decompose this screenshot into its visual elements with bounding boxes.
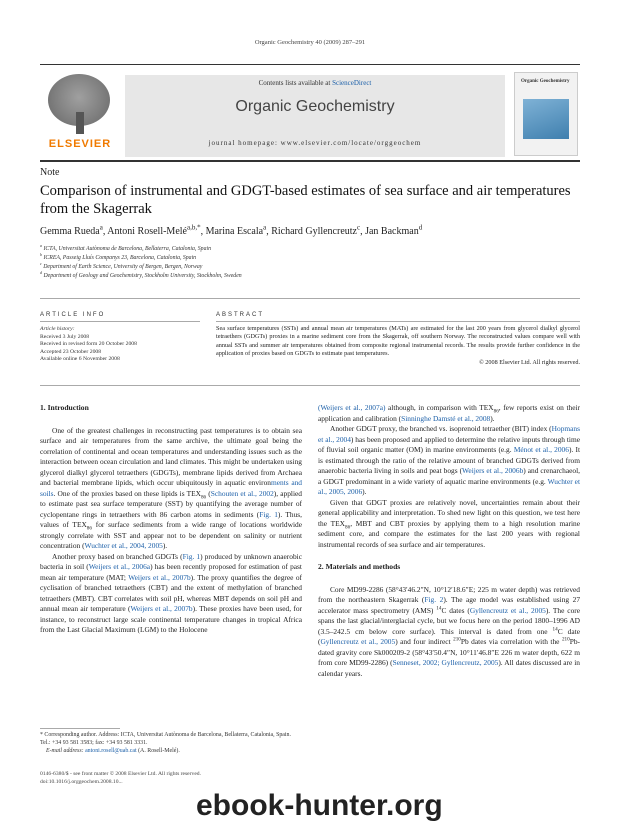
contents-line: Contents lists available at ScienceDirect (258, 79, 372, 87)
elsevier-logo (40, 72, 120, 152)
reference-link[interactable]: ments and soils (40, 478, 302, 498)
reference-link[interactable]: Senneset, 2002; Gyllencreutz, 2005 (392, 658, 499, 667)
paragraph: (Weijers et al., 2007a) although, in comparison with $TEX_{86}$, few reports exist on their application and calibration (Sinninghe Damsté et al., 2008). (318, 403, 580, 423)
paragraph: Given that GDGT proxies are relatively novel, uncertainties remain about their general applicability and interpretation. To shed new light on this question, we test here the $TEX_{86}$, MBT and CBT proxies by applying them to a high resolution marine sediment core, and compare the estimates for the last 200 years with regional instrumental records of sea surface and air temperatures. (318, 497, 580, 549)
paragraph: One of the greatest challenges in reconstructing past temperatures is to obtain sea surface and air temperatures from the same archive, the ultimate goal being the correlation of continental and ocean temperatures and understanding issues such as the interaction between ocean circulation and land climates. This might be undertaken using glycerol dialkyl glycerol tetraethers (GDGTs), membrane lipids derived from Archaea and bacterial membrane lipids, which occur ubiquitously in aquatic environments and soils. One of the proxies based on these lipids is $TEX_{86}$ (Schouten et al., 2002), applied to estimate past sea surface temperature (SST) by quantifying the average number of cyclopentane rings in tetraethers with 86 carbon atoms in sediments (Fig. 1). Thus, values of $TEX_{86}$ for surface sediments from a wide range of locations worldwide strongly correlate with SST and appear not to be dependent on salinity or nutrient concentration (Wuchter et al., 2004, 2005). (40, 425, 303, 550)
journal-cover (514, 72, 578, 156)
section-heading: 2. Materials and methods (318, 562, 401, 571)
affiliation: $^b$ ICREA, Passeig Lluís Companys 23, Barcelona, Catalonia, Spain (40, 252, 197, 261)
affiliation: $^c$ Department of Earth Science, University of Bergen, Bergen, Norway (40, 261, 203, 270)
section-heading: 1. Introduction (40, 403, 89, 412)
author: Richard Gyllencreutz (271, 226, 357, 237)
reference-link[interactable]: Weijers et al., 2006b (462, 466, 524, 475)
cover-title: Organic Geochemistry (521, 79, 570, 84)
affiliations (40, 245, 580, 281)
journal-name: Organic Geochemistry (235, 98, 395, 115)
author-list: Gemma Rueda$^a$, Antoni Rosell-Melé$^{a,b,*}$, Marina Escala$^a$, Richard Gyllencreutz$^c$, Jan Backman$^d$ (40, 223, 423, 237)
reference-link[interactable]: Ménot et al., 2006 (513, 445, 569, 454)
watermark: ebook-hunter.org (196, 789, 443, 822)
info-rule (40, 298, 580, 299)
running-head: Organic Geochemistry 40 (2009) 287–291 (254, 39, 366, 46)
header-rule (40, 160, 580, 162)
author: Gemma Rueda (40, 226, 100, 237)
article-info-heading: ARTICLE INFO (40, 312, 106, 318)
copyright: © 2008 Elsevier Ltd. All rights reserved. (479, 358, 580, 366)
footnote: * Corresponding author. Address: ICTA, Universitat Autònoma de Barcelona, Bellaterra, Catalonia, Spain. Tel.: +34 93 581 3583; fax: +34 93 581 3331. E-mail address: antoni.rosell@uab.cat (A. Rosell-Melé). (40, 732, 291, 754)
top-rule (40, 64, 580, 65)
email-link[interactable]: antoni.rosell@uab.cat (85, 748, 137, 754)
reference-link[interactable]: Hopmans et al., 2004 (318, 424, 580, 444)
article-type: Note (40, 167, 60, 178)
cover-image (523, 99, 569, 139)
reference-link[interactable]: Weijers et al., 2006a (88, 562, 151, 571)
figure-link[interactable]: Fig. 2 (424, 595, 444, 604)
left-column (40, 403, 302, 636)
journal-homepage[interactable]: journal homepage: www.elsevier.com/locate/orggeochem (208, 139, 422, 147)
sciencedirect-link[interactable]: ScienceDirect (332, 79, 372, 87)
reference-link[interactable]: Weijers et al., 2007b (130, 604, 193, 613)
reference-link[interactable]: Wuchter et al., 2004, 2005 (84, 541, 163, 550)
paragraph: Core MD99-2286 (58°43′46.2″N, 10°12′18.6″E; 225 m water depth) was retrieved from the northeastern Skagerrak (Fig. 2). The age model was established using 27 accelerator mass spectrometry (AMS) $^{14}$C dates (Gyllencreutz et al., 2005). The core spans the last glacial/interglacial cycle, but we focus here on the period 1800–1996 AD (3.5–242.5 cm below core surface). This interval is dated from one $^{14}$C date (Gyllencreutz et al., 2005) and four indirect $^{210}$Pb dates via correlation with the $^{210}$Pb-dated gravity core Sk000209-2 (58°43′50.4″N, 10°11′46.8″E 226 m water depth, 622 m from core MD99-2286) (Senneset, 2002; Gyllencreutz, 2005). All dates discussed are in calendar years. (318, 584, 581, 678)
author: Marina Escala (205, 226, 264, 237)
reference-link[interactable]: Sinninghe Damsté et al., 2008 (401, 413, 491, 423)
abstract-text: Sea surface temperatures (SSTs) and annual mean air temperatures (MATs) are estimated for the last 200 years from glycerol dialkyl glycerol tetraethers (GDGTs) proxies in a marine sediment core from the Skagerrak, off southern Norway. The reconstructed values compare well with annual SSTs and summer air temperatures obtained from composite regional instrumental records. The results provide further confidence in the application of proxies based on GDGTs to estimate past temperatures. © 2008 Elsevier Ltd. All rights reserved. (216, 325, 580, 366)
article-title: Comparison of instrumental and GDGT-based estimates of sea surface and air temperatures from the Skagerrak (40, 183, 571, 217)
body-rule (40, 385, 580, 386)
author: Antoni Rosell-Melé (107, 226, 187, 237)
abstract-heading: ABSTRACT (216, 312, 265, 318)
figure-link[interactable]: Fig. 1 (259, 509, 278, 519)
reference-link[interactable]: Schouten et al., 2002 (210, 488, 274, 498)
reference-link[interactable]: Gyllencreutz et al., 2005 (320, 637, 396, 646)
reference-link[interactable]: Wuchter et al., 2005, 2006 (318, 476, 581, 496)
reference-link[interactable]: (Weijers et al., 2007a) (318, 403, 386, 412)
reference-link[interactable]: Gyllencreutz et al., 2005 (469, 605, 546, 615)
paragraph: Another GDGT proxy, the branched vs. isoprenoid tetraether (BIT) index (Hopmans et al., 2004) has been proposed and applied to determine the relative inputs through time of fluvial soil organic matter (OM) in marine environments (e.g. Ménot et al., 2006). It is estimated through the ratio of the relative amount of branched GDGTs derived from anaerobic bacteria living in soils and peat bogs (Weijers et al., 2006b) and crenarchaeol, a GDGT predominant in a wide variety of aquatic marine environments (e.g. Wuchter et al., 2005, 2006). (318, 424, 581, 496)
elsevier-wordmark: ELSEVIER (48, 138, 112, 150)
paragraph: Another proxy based on branched GDGTs (Fig. 1) produced by unknown anaerobic bacteria in soil (Weijers et al., 2006a) has been recently proposed for estimation of past mean air temperature (MAT; Weijers et al., 2007b). The proxy quantifies the degree of cyclisation of branched tetraethers (CBT) and the extent of methylation of branched tetraethers (MBT). CBT correlates with soil pH, whereas MBT depends on soil pH and annual mean air temperature (Weijers et al., 2007b). These proxies have been used, for instance, to reconstruct large scale continental temperature changes in tropical Africa from the Last Glacial Maximum (LGM) to the Holocene (40, 551, 302, 634)
figure-link[interactable]: Fig. 1 (182, 551, 201, 561)
affiliation: $^a$ ICTA, Universitat Autònoma de Barcelona, Bellaterra, Catalonia, Spain (40, 243, 211, 252)
issn-doi: 0146-6380/$ - see front matter © 2008 Elsevier Ltd. All rights reserved. doi:10.1016/j.orggeochem.2008.10... (40, 771, 201, 785)
right-column (318, 403, 580, 679)
author: Jan Backman (365, 226, 419, 237)
affiliation: $^d$ Department of Geology and Geochemistry, Stockholm University, Stockholm, Sweden (40, 270, 242, 279)
reference-link[interactable]: Weijers et al., 2007b (128, 572, 191, 582)
article-history: Article history: Received 3 July 2008 Received in revised form 20 October 2008 Accepted 23 October 2008 Available online 6 November 2008 (40, 326, 137, 363)
